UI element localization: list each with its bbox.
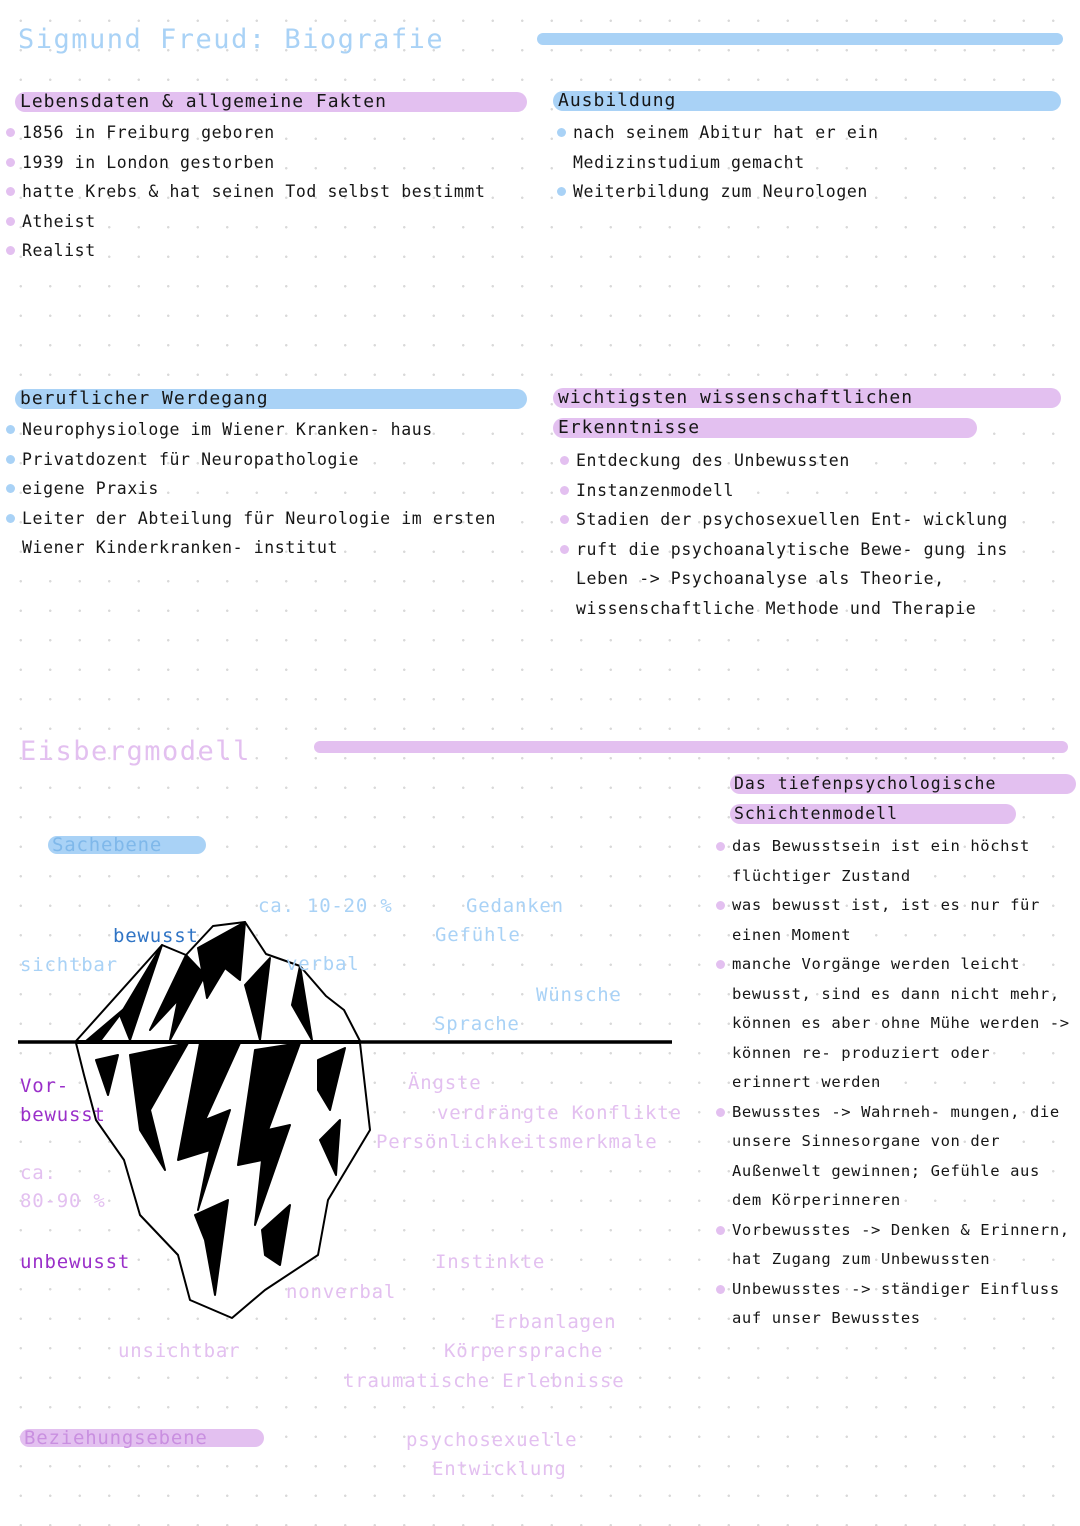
label-aengste: Ängste <box>408 1072 482 1094</box>
list-item: 1939 in London gestorben <box>6 148 526 178</box>
label-beziehungsebene: Beziehungsebene <box>24 1427 208 1449</box>
label-psychosexuelle: psychosexuelle <box>406 1429 578 1451</box>
schichtenmodell-heading-line2: Schichtenmodell <box>734 804 899 823</box>
list-item: Neurophysiologe im Wiener Kranken- haus <box>6 415 524 445</box>
label-ca-10-20: ca. 10-20 % <box>258 895 393 917</box>
list-item: Stadien der psychosexuellen Ent- wicklung <box>560 505 1060 535</box>
label-verbal: verbal <box>286 953 360 975</box>
label-traumatische: traumatische Erlebnisse <box>343 1370 625 1392</box>
label-unbewusst: unbewusst <box>20 1251 131 1273</box>
eisberg-title: Eisbergmodell <box>20 736 251 767</box>
list-item: ruft die psychoanalytische Bewe- gung ins Leben -> Psychoanalyse als Theorie, wissenschaftliche Methode und Therapie <box>560 535 1060 624</box>
list-item: eigene Praxis <box>6 474 524 504</box>
list-item: Leiter der Abteilung für Neurologie im ersten Wiener Kinderkranken- institut <box>6 504 524 563</box>
label-instinkte: Instinkte <box>435 1251 546 1273</box>
list-item: Atheist <box>6 207 526 237</box>
label-wuensche: Wünsche <box>536 984 622 1006</box>
list-item: Unbewusstes -> ständiger Einfluss auf unser Bewusstes <box>716 1275 1078 1334</box>
erkenntnisse-heading-line1: wichtigsten wissenschaftlichen <box>558 387 914 408</box>
list-item: Realist <box>6 236 526 266</box>
lebensdaten-heading: Lebensdaten & allgemeine Fakten <box>20 91 387 112</box>
label-persoenlichkeit: Persönlichkeitsmerkmale <box>376 1131 658 1153</box>
erkenntnisse-heading-line2: Erkenntnisse <box>558 417 701 438</box>
label-sichtbar: sichtbar <box>20 954 118 976</box>
label-nonverbal: nonverbal <box>286 1281 397 1303</box>
label-entwicklung: Entwicklung <box>432 1458 567 1480</box>
ausbildung-heading: Ausbildung <box>558 90 677 111</box>
list-item: manche Vorgänge werden leicht bewusst, sind es dann nicht mehr, können es aber ohne Mühe werden -> können re- produziert oder erinnert werden <box>716 950 1078 1098</box>
label-vorbewusst-1: Vor- <box>20 1075 69 1097</box>
list-item: was bewusst ist, ist es nur für einen Moment <box>716 891 1078 950</box>
schichtenmodell-list <box>716 832 1078 1334</box>
label-gefuehle: Gefühle <box>435 924 521 946</box>
label-sachebene: Sachebene <box>52 834 163 856</box>
page-title: Sigmund Freud: Biografie <box>18 24 445 55</box>
label-ca: ca. <box>20 1162 57 1184</box>
list-item: Instanzenmodell <box>560 476 1060 506</box>
label-sprache: Sprache <box>434 1013 520 1035</box>
list-item: hatte Krebs & hat seinen Tod selbst bestimmt <box>6 177 526 207</box>
list-item: Vorbewusstes -> Denken & Erinnern, hat Zugang zum Unbewussten <box>716 1216 1078 1275</box>
list-item: Entdeckung des Unbewussten <box>560 446 1060 476</box>
list-item: nach seinem Abitur hat er ein Medizinstudium gemacht <box>557 118 1027 177</box>
list-item: 1856 in Freiburg geboren <box>6 118 526 148</box>
list-item: Weiterbildung zum Neurologen <box>557 177 1027 207</box>
werdegang-heading: beruflicher Werdegang <box>20 388 269 409</box>
schichtenmodell-heading-line1: Das tiefenpsychologische <box>734 774 997 793</box>
label-unsichtbar: unsichtbar <box>118 1340 241 1362</box>
label-gedanken: Gedanken <box>466 895 564 917</box>
list-item: Bewusstes -> Wahrneh- mungen, die unsere Sinnesorgane von der Außenwelt gewinnen; Gefühle aus dem Körperinneren <box>716 1098 1078 1216</box>
label-erbanlagen: Erbanlagen <box>494 1311 617 1333</box>
label-bewusst: bewusst <box>113 925 199 947</box>
list-item: Privatdozent für Neuropathologie <box>6 445 524 475</box>
label-koerpersprache: Körpersprache <box>444 1340 604 1362</box>
label-ca-80-90: 80-90 % <box>20 1190 106 1212</box>
label-konflikte: verdrängte Konflikte <box>437 1102 682 1124</box>
list-item: das Bewusstsein ist ein höchst flüchtiger Zustand <box>716 832 1078 891</box>
label-vorbewusst-2: bewusst <box>20 1104 106 1126</box>
iceberg-body <box>76 1043 370 1318</box>
